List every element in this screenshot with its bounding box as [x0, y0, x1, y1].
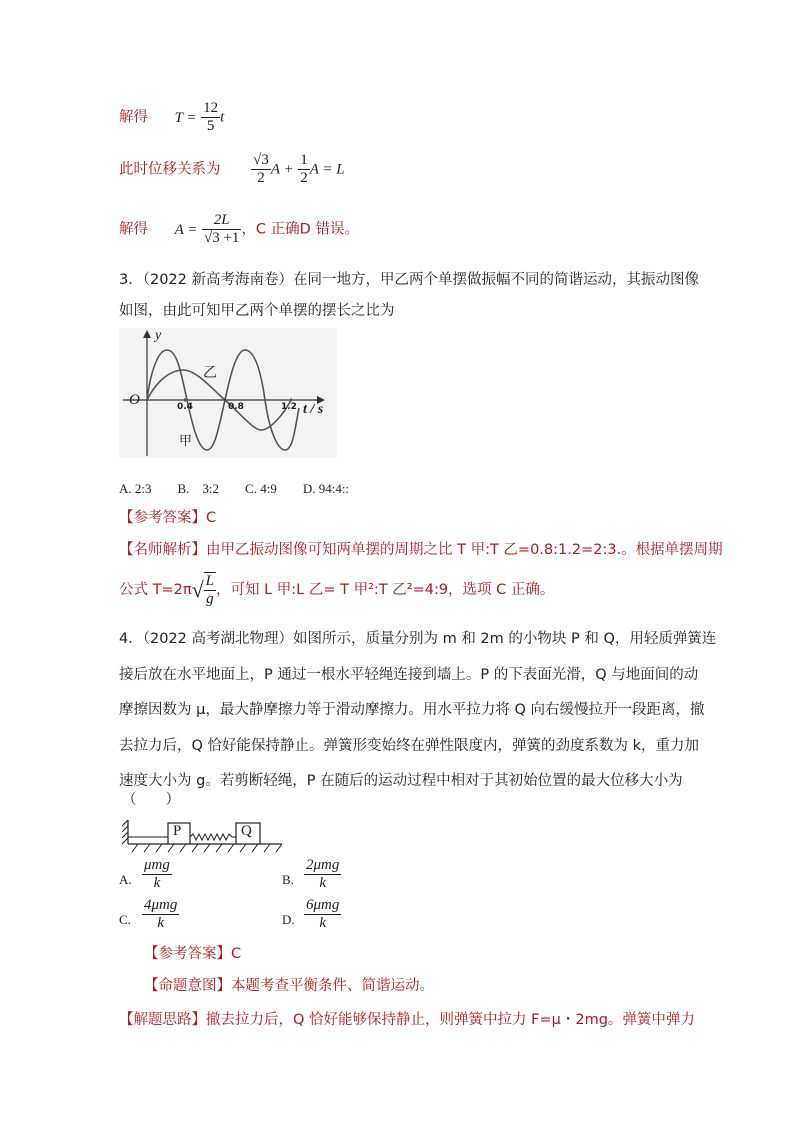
block-q-label: Q	[241, 823, 252, 839]
tick-label-0-4: 0.4	[177, 402, 193, 412]
origin-label: O	[129, 392, 140, 408]
sqrt-icon: √	[191, 577, 204, 602]
tick-label-0-8: 0.8	[228, 402, 244, 412]
t-axis-label: t / s	[303, 402, 324, 417]
displacement-line	[119, 152, 345, 187]
period-variable: t	[220, 109, 225, 126]
sqrt-fraction	[204, 572, 216, 608]
fraction-numerator: √3	[253, 152, 269, 168]
solve-label: 解得	[119, 221, 148, 238]
solve-line-1	[119, 100, 224, 135]
analysis-text: 由甲乙振动图像可知两单摆的周期之比 T 甲:T 乙=0.8:1.2=2:3.。根据单摆周期	[206, 542, 723, 558]
spring-svg	[122, 818, 286, 854]
fraction-denominator: 2	[257, 170, 265, 186]
q4-choice-d-label: D.	[282, 912, 295, 927]
block-p-label: P	[173, 823, 182, 839]
displacement-end: A = L	[309, 161, 345, 178]
q4-stem-line-4: 去拉力后，Q 恰好能保持静止。弹簧形变始终在弹性限度内，弹簧的劲度系数为 k，重力加	[119, 738, 700, 754]
amplitude-conclusion: ，C 正确D 错误。	[241, 221, 359, 238]
q4-solution-idea	[119, 1010, 695, 1030]
q3-answer: 【参考答案】C	[119, 510, 217, 526]
q4-stem-line-5: 速度大小为 g。若剪断轻绳，P 在随后的运动过程中相对于其初始位置的最大位移大小为	[119, 773, 683, 789]
choice-d-fraction	[304, 897, 341, 932]
curve-label-yi: 乙	[203, 365, 217, 381]
amplitude-fraction	[202, 212, 241, 247]
idea-text: 撤去拉力后，Q 恰好能够保持静止，则弹簧中拉力 F=μ・2mg。弹簧中弹力	[206, 1012, 695, 1028]
formula-suffix: ，可知 L 甲:L 乙= T 甲²:T 乙²=4:9，选项 C 正确。	[216, 582, 555, 598]
q4-choice-a-label: A.	[119, 872, 132, 887]
fraction-denominator: k	[153, 875, 161, 891]
formula-prefix: 公式 T=2π	[119, 582, 192, 598]
displacement-mid: A +	[270, 161, 294, 178]
fraction-numerator: 12	[203, 100, 219, 116]
fraction-numerator: 6μmg	[306, 897, 340, 913]
choice-a-fraction	[142, 857, 172, 892]
amplitude-lhs: A =	[174, 221, 198, 238]
fraction-denominator: √3 +1	[203, 230, 240, 246]
fraction-denominator: k	[319, 875, 327, 891]
q3-vibration-graph	[119, 328, 337, 458]
q4-spring-diagram	[122, 818, 286, 854]
fraction-numerator: 4μmg	[144, 897, 178, 913]
q4-answer: 【参考答案】C	[144, 946, 242, 962]
displacement-label: 此时位移关系为	[119, 161, 221, 178]
curve-label-jia: 甲	[179, 434, 193, 449]
q3-stem-line-2: 如图，由此可知甲乙两个单摆的摆长之比为	[119, 303, 395, 319]
spring	[190, 834, 236, 840]
idea-heading: 【解题思路】	[119, 1012, 206, 1028]
solve-line-2	[119, 212, 359, 247]
fraction-denominator: k	[157, 915, 165, 931]
choice-c-fraction	[142, 897, 179, 932]
fraction-numerator: L	[205, 573, 214, 589]
q4-intent	[144, 976, 434, 996]
sqrt3-over-2	[251, 152, 271, 187]
ground-hatch	[132, 844, 282, 852]
q4-choice-b	[304, 857, 341, 892]
q4-choice-d	[304, 897, 341, 932]
period-fraction	[201, 100, 220, 135]
wall-hatch	[122, 820, 128, 844]
q3-stem-line-1: 3．（2022 新高考海南卷）在同一地方，甲乙两个单摆做振幅不同的简谐运动，其振动图像	[119, 272, 699, 288]
one-half	[298, 152, 310, 187]
q4-choice-c	[142, 897, 179, 932]
analysis-heading: 【名师解析】	[119, 542, 206, 558]
q4-stem-line-1: 4．（2022 高考湖北物理）如图所示，质量分别为 m 和 2m 的小物块 P 和 Q，用轻质弹簧连	[119, 631, 717, 647]
fraction-denominator: k	[319, 915, 327, 931]
solve-label: 解得	[119, 109, 148, 126]
period-lhs: T =	[174, 109, 197, 126]
y-axis-label: y	[155, 328, 162, 343]
fraction-numerator: 2L	[202, 212, 241, 230]
q4-choice-a	[142, 857, 172, 892]
intent-text: 【命题意图】本题考查平衡条件、简谐运动。	[144, 978, 434, 994]
tick-label-1-2: 1.2	[281, 402, 297, 412]
graph-svg	[119, 328, 337, 458]
fraction-denominator: g	[206, 591, 214, 607]
q3-analysis	[119, 540, 723, 560]
fraction-numerator: μmg	[144, 857, 170, 873]
q3-choices: A. 2:3 B. 3:2 C. 4:9 D. 94:4::	[119, 481, 350, 496]
q3-formula-line	[119, 572, 554, 608]
q4-choice-c-label: C.	[119, 912, 131, 927]
q4-stem-line-2: 接后放在水平地面上，P 通过一根水平轻绳连接到墙上。P 的下表面光滑，Q 与地面间的动	[119, 667, 699, 683]
fraction-denominator: 5	[206, 118, 215, 134]
q4-choice-b-label: B.	[282, 872, 294, 887]
fraction-denominator: 2	[300, 170, 308, 186]
y-axis-arrow	[143, 330, 151, 338]
fraction-numerator: 2μmg	[306, 857, 340, 873]
q4-stem-line-3: 摩擦因数为 μ，最大静摩擦力等于滑动摩擦力。用水平拉力将 Q 向右缓慢拉开一段距离，撤	[119, 702, 705, 718]
choice-b-fraction	[304, 857, 341, 892]
q4-blank: （ ）	[122, 792, 180, 808]
fraction-numerator: 1	[300, 152, 308, 168]
